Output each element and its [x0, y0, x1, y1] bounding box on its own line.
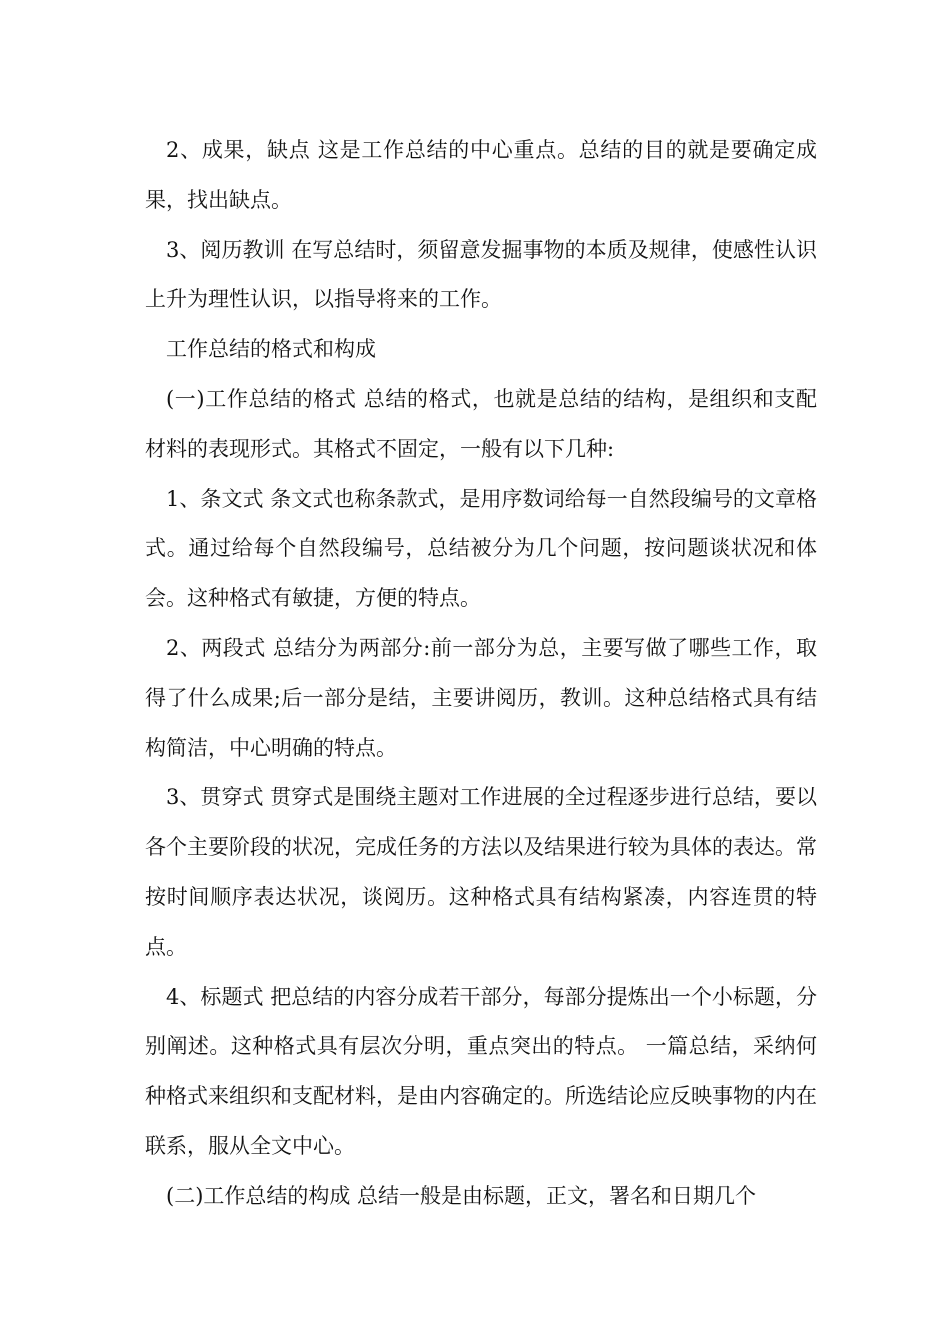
paragraph-continuous-format: 3、贯穿式 贯穿式是围绕主题对工作进展的全过程逐步进行总结，要以各个主要阶段的状况，完成任务的方法以及结果进行较为具体的表达。常按时间顺序表达状况，谈阅历。这种格式具有结构紧凑，内容连贯的特点。	[145, 785, 817, 959]
paragraph-two-part-format: 2、两段式 总结分为两部分:前一部分为总，主要写做了哪些工作，取得了什么成果;后一部分是结，主要讲阅历，教训。这种总结格式具有结构简洁，中心明确的特点。	[145, 635, 817, 760]
paragraph-heading-format: 4、标题式 把总结的内容分成若干部分，每部分提炼出一个小标题，分别阐述。这种格式具有层次分明，重点突出的特点。 一篇总结，采纳何种格式来组织和支配材料，是由内容确定的。所选结论应反映事物的内在联系，服从全文中心。	[145, 984, 817, 1158]
paragraph-achievements: 2、成果，缺点 这是工作总结的中心重点。总结的目的就是要确定成果，找出缺点。	[145, 138, 817, 212]
paragraph-format-intro: (一)工作总结的格式 总结的格式，也就是总结的结构，是组织和支配材料的表现形式。其格式不固定，一般有以下几种:	[145, 386, 817, 461]
paragraph-itemized-format: 1、条文式 条文式也称条款式，是用序数词给每一自然段编号的文章格式。通过给每个自然段编号，总结被分为几个问题，按问题谈状况和体会。这种格式有敏捷，方便的特点。	[145, 486, 817, 611]
paragraph-structure-intro: (二)工作总结的构成 总结一般是由标题，正文，署名和日期几个	[166, 1183, 757, 1208]
paragraph-lessons: 3、阅历教训 在写总结时，须留意发掘事物的本质及规律，使感性认识上升为理性认识，以指导将来的工作。	[145, 237, 817, 312]
section-heading-format-structure: 工作总结的格式和构成	[166, 337, 376, 362]
document-body	[145, 126, 817, 1222]
